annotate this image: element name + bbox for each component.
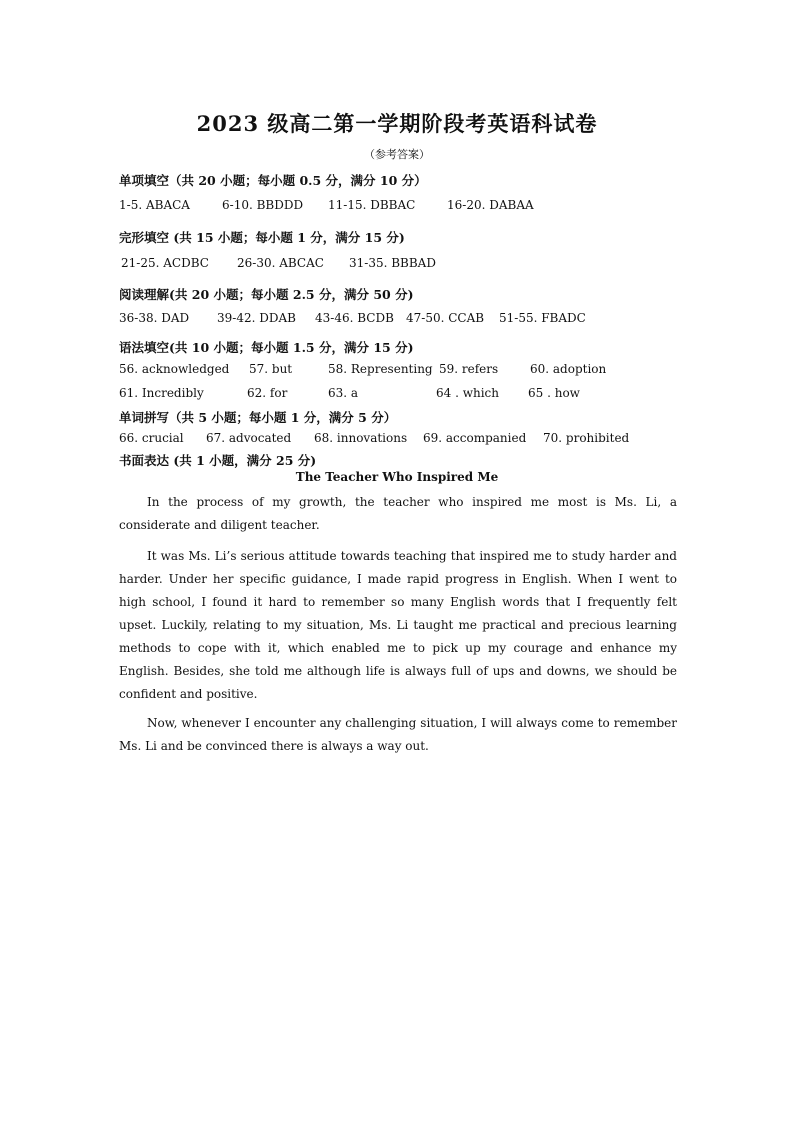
answer-group: 47-50. CCAB (406, 311, 485, 325)
document-title: 2023 级高二第一学期阶段考英语科试卷 (196, 111, 598, 136)
essay-paragraph: Now, whenever I encounter any challenging situation, I will always come to remember Ms. Li and be convinced there is always a way out. (119, 716, 677, 753)
essay-title: The Teacher Who Inspired Me (295, 470, 499, 484)
essay-paragraph: In the process of my growth, the teacher who inspired me most is Ms. Li, a considerate and diligent teacher. (119, 495, 677, 532)
answer-group: 51-55. FBADC (499, 311, 586, 325)
answer-item: 63. a (328, 386, 359, 400)
section-heading-spelling: 单词拼写（共 5 小题；每小题 1 分，满分 5 分） (119, 410, 397, 425)
section-heading-writing: 书面表达 (共 1 小题，满分 25 分) (119, 453, 317, 468)
answer-item: 60. adoption (530, 362, 607, 376)
answer-item: 61. Incredibly (119, 386, 204, 400)
essay-paragraph: It was Ms. Li’s serious attitude towards teaching that inspired me to study harder and harder. Under her specific guidance, I made rapid progress in English. When I went to high school, I found it hard to remember so many English words that I frequently felt upset. Luckily, relating to my situation, Ms. Li taught me practical and precious learning methods to cope with it, which enabled me to pick up my courage and enhance my English. Besides, she told me although life is always full of ups and downs, we should be confident and positive. (119, 549, 677, 701)
answer-group: 43-46. BCDB (315, 311, 394, 325)
answer-item: 64 . which (436, 386, 499, 400)
answer-group: 21-25. ACDBC (121, 256, 209, 270)
answer-group: 31-35. BBBAD (349, 256, 436, 270)
answer-item: 70. prohibited (543, 431, 630, 445)
answer-item: 65 . how (528, 386, 580, 400)
answer-group: 16-20. DABAA (447, 198, 534, 212)
answer-item: 62. for (247, 386, 288, 400)
answer-group: 1-5. ABACA (119, 198, 190, 212)
answer-item: 58. Representing (328, 362, 433, 376)
answer-group: 39-42. DDAB (217, 311, 296, 325)
answer-item: 67. advocated (206, 431, 292, 445)
essay-body (119, 491, 677, 758)
answer-item: 68. innovations (314, 431, 408, 445)
section-heading-cloze: 完形填空 (共 15 小题；每小题 1 分，满分 15 分) (119, 230, 405, 245)
answer-group: 26-30. ABCAC (237, 256, 324, 270)
answer-group: 11-15. DBBAC (328, 198, 416, 212)
answer-group: 6-10. BBDDD (222, 198, 304, 212)
section-heading-reading: 阅读理解(共 20 小题；每小题 2.5 分，满分 50 分) (119, 287, 414, 302)
answer-item: 66. crucial (119, 431, 184, 445)
answer-item: 57. but (249, 362, 293, 376)
answer-item: 56. acknowledged (119, 362, 230, 376)
document-subtitle: （参考答案） (364, 148, 430, 161)
section-heading-grammar: 语法填空(共 10 小题；每小题 1.5 分，满分 15 分) (119, 340, 414, 355)
answer-item: 59. refers (439, 362, 499, 376)
answer-item: 69. accompanied (423, 431, 527, 445)
answer-group: 36-38. DAD (119, 311, 190, 325)
section-heading-single-choice: 单项填空（共 20 小题；每小题 0.5 分，满分 10 分） (119, 173, 427, 188)
